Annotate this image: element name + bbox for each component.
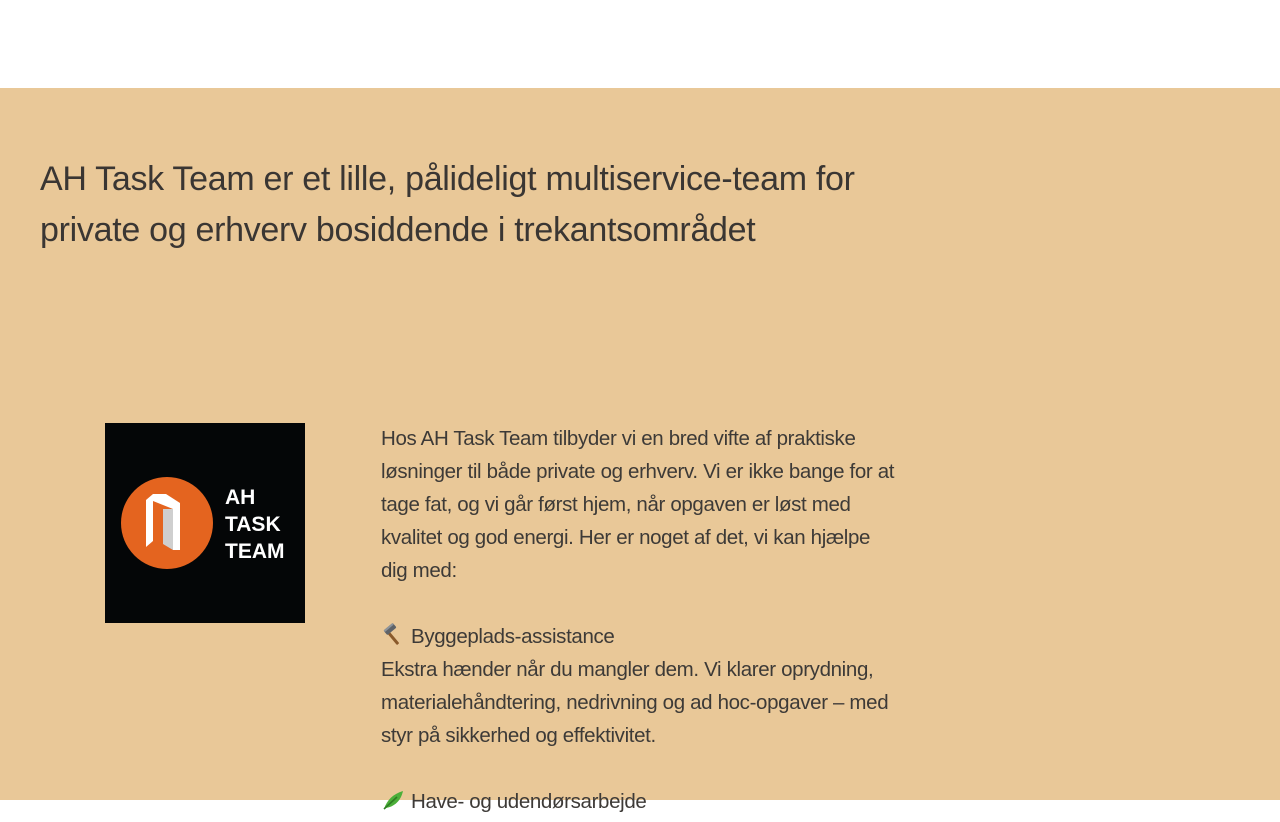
service-description-construction: Ekstra hænder når du mangler dem. Vi klarer oprydning, materialehåndtering, nedrivning og ad hoc-opgaver – med styr på sikkerhed og effektivitet. — [381, 658, 889, 747]
logo-mark-shade — [163, 509, 173, 550]
service-item-construction — [381, 620, 901, 653]
logo-mark-left — [146, 494, 153, 547]
intro-paragraph: Hos AH Task Team tilbyder vi en bred vifte af praktiske løsninger til både private og erhverv. Vi er ikke bange for at tage fat, og vi går først hjem, når opgaven er løst med kvalitet og god energi. Her er noget af det, vi kan hjælpe dig med: — [381, 427, 895, 582]
spacer — [381, 587, 901, 620]
logo-graphic — [105, 423, 305, 623]
spacer — [381, 752, 901, 785]
service-title-garden: Have- og udendørsarbejde — [411, 790, 647, 813]
hero-section — [0, 88, 1280, 813]
logo-text-line1: AH — [225, 486, 256, 509]
leaf-icon — [381, 788, 405, 812]
page-headline: AH Task Team er et lille, pålideligt multiservice-team for private og erhverv bosiddende i trekantsområdet — [40, 160, 855, 249]
service-description — [381, 422, 901, 818]
hammer-icon — [381, 623, 405, 647]
logo-text-line2: TASK — [225, 513, 281, 536]
logo-text-line3: TEAM — [225, 540, 285, 563]
service-item-garden — [381, 785, 901, 818]
company-logo — [105, 423, 305, 623]
service-title-construction: Byggeplads-assistance — [411, 625, 615, 648]
site-header — [0, 0, 1280, 88]
